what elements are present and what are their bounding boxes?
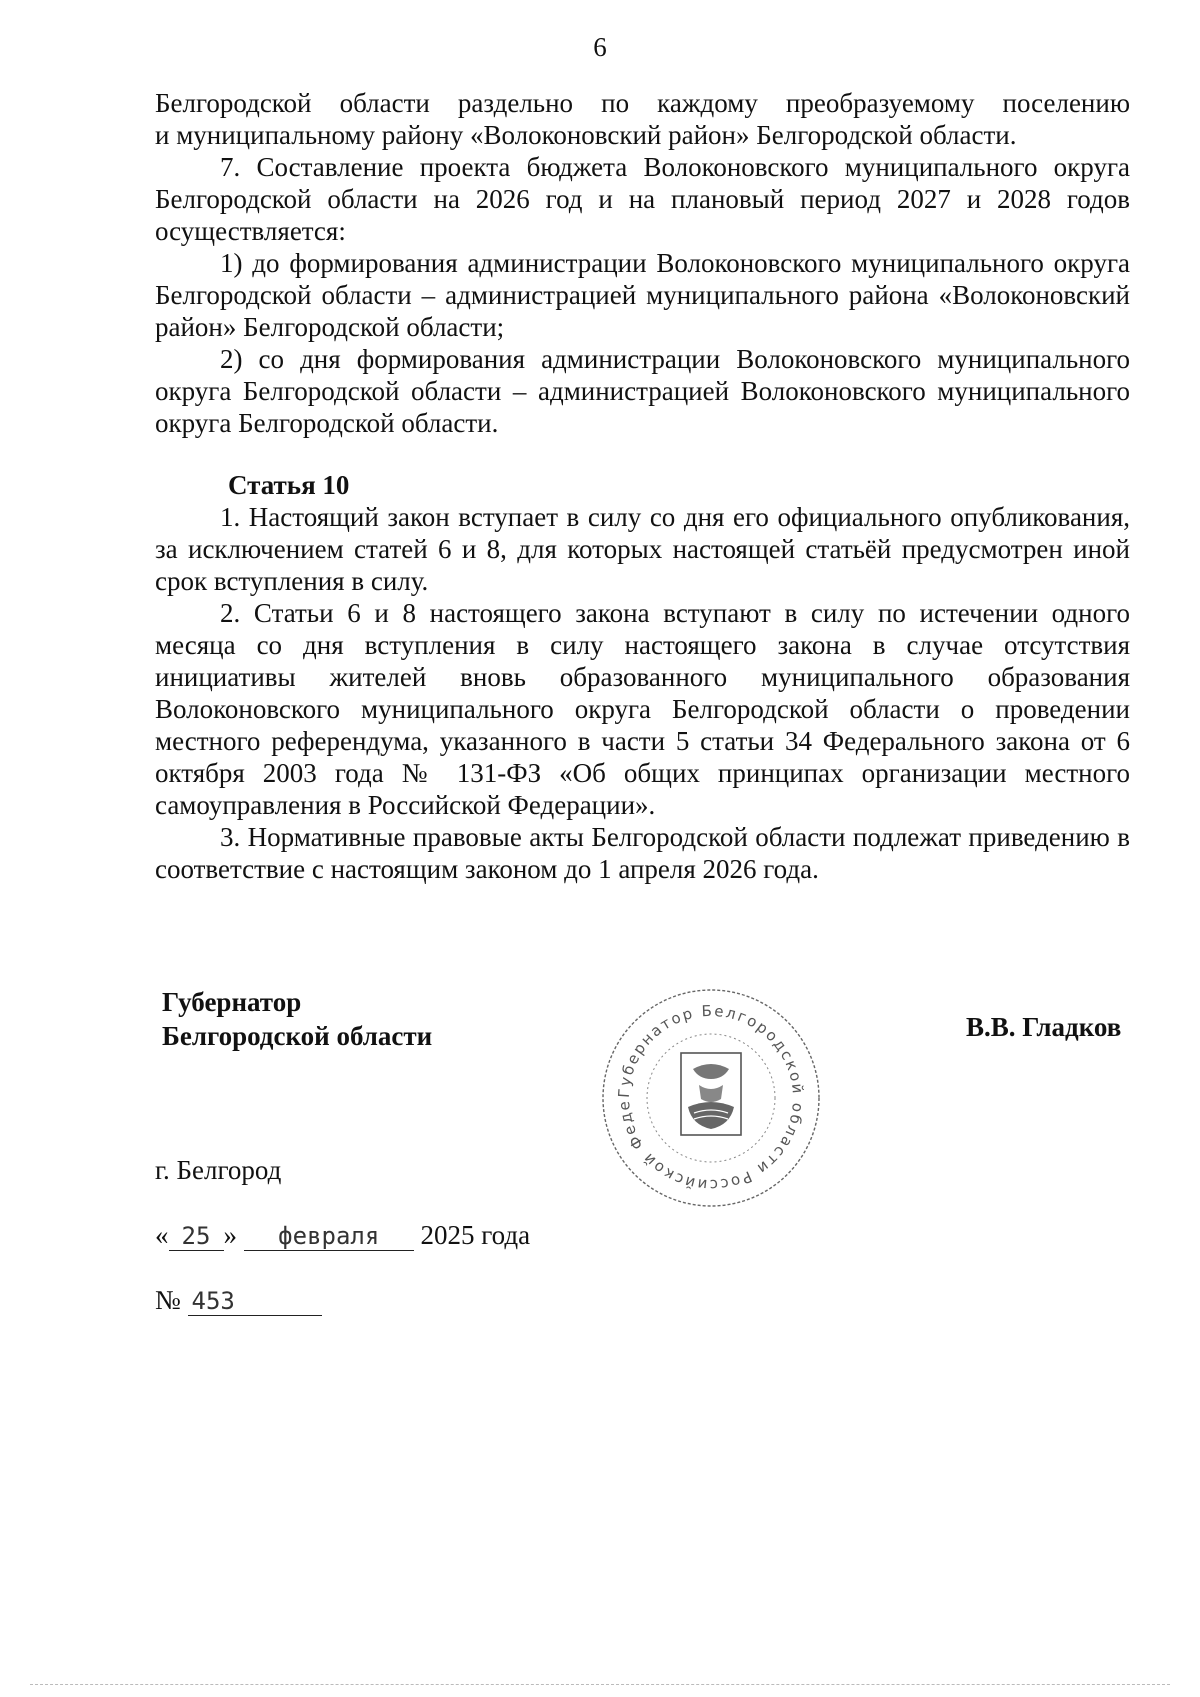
place-of-signing: г. Белгород	[155, 1155, 282, 1185]
article-item-3: 3. Нормативные правовые акты Белгородской области подлежат приведению в соответствие с настоящим законом до 1 апреля 2026 года.	[155, 822, 1130, 884]
document-body	[155, 87, 1130, 885]
signer-name: В.В. Гладков	[966, 1012, 1122, 1042]
signer-title	[162, 985, 432, 1053]
scan-edge-line	[30, 1684, 1170, 1685]
date-open-quote: «	[155, 1220, 169, 1250]
seal-text: Губернатор Белгородской области Российской Феде	[614, 1001, 808, 1195]
signer-title-line-2: Белгородской области	[162, 1021, 433, 1051]
date-year: 2025 года	[420, 1220, 531, 1250]
seal-stamp-icon	[598, 985, 824, 1211]
official-seal	[598, 985, 824, 1211]
paragraph-subitem-2: 2) со дня формирования администрации Волоконовского муниципального округа Белгородской области – администрацией Волоконовского муниципального округа Белгородской области.	[155, 344, 1130, 438]
number-sign: №	[155, 1285, 181, 1315]
article-item-1: 1. Настоящий закон вступает в силу со дня его официального опубликования, за исключением статей 6 и 8, для которых настоящей статьёй предусмотрен иной срок вступления в силу.	[155, 502, 1130, 596]
paragraph-continuation-end: и муниципальному району «Волоконовский район» Белгородской области.	[155, 120, 1017, 150]
paragraph-continuation: Белгородской области раздельно по каждому преобразуемому поселению	[155, 88, 1130, 118]
signer-title-line-1: Губернатор	[162, 987, 302, 1017]
article-heading: Статья 10	[228, 470, 350, 500]
number-value: 453	[188, 1287, 322, 1316]
paragraph-item-7: 7. Составление проекта бюджета Волоконовского муниципального округа Белгородской области на 2026 год и на плановый период 2027 и 2028 годов осуществляется:	[155, 152, 1130, 246]
date-close-quote: »	[223, 1220, 237, 1250]
article-item-2: 2. Статьи 6 и 8 настоящего закона вступают в силу по истечении одного месяца со дня вступления в силу настоящего закона в случае отсутствия инициативы жителей вновь образованного муниципального образования Волоконовского муниципального округа Белгородской области о проведении местного референдума, указанного в части 5 статьи 34 Федерального закона от 6 октября 2003 года № 131-ФЗ «Об общих принципах организации местного самоуправления в Российской Федерации».	[155, 598, 1130, 820]
signing-date	[155, 1218, 530, 1252]
paragraph-subitem-1: 1) до формирования администрации Волоконовского муниципального округа Белгородской области – администрацией муниципального района «Волоконовский район» Белгородской области;	[155, 248, 1130, 342]
document-number	[155, 1283, 322, 1317]
date-month: февраля	[244, 1222, 414, 1251]
page-number: 6	[593, 32, 607, 62]
date-day: 25	[169, 1222, 224, 1251]
